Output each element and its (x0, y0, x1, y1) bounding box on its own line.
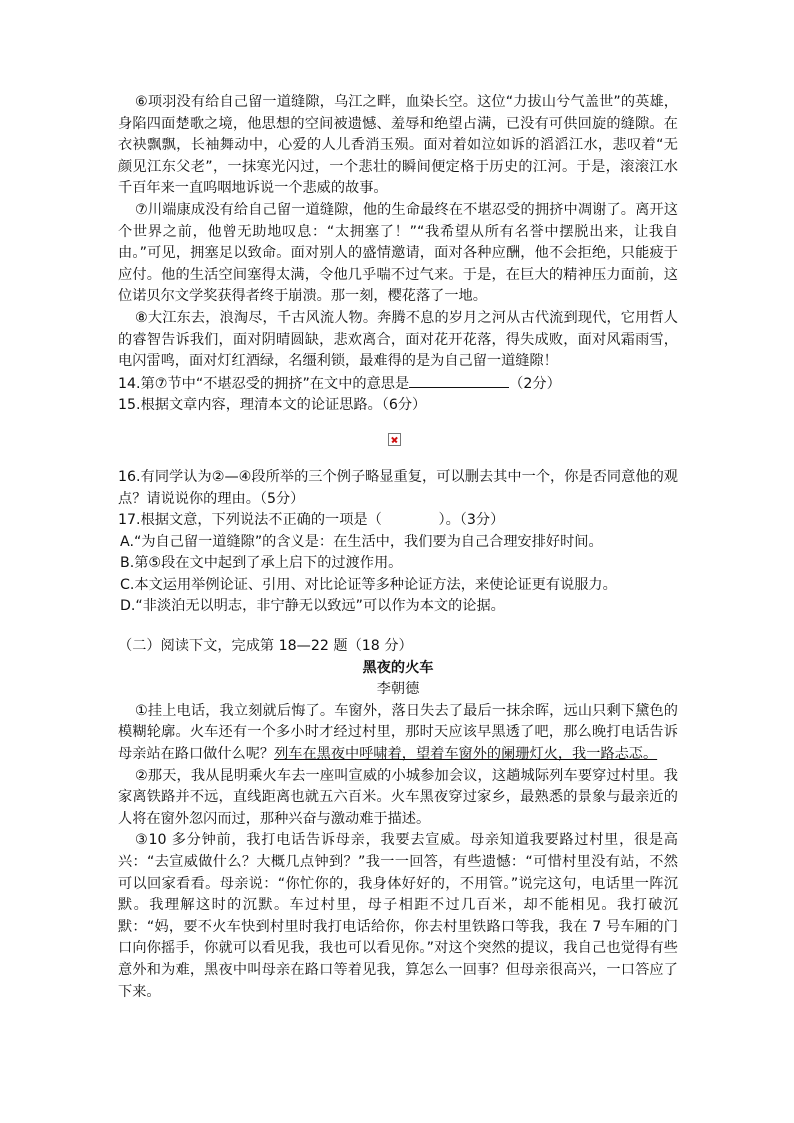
story-paragraph-3: ③10 多分钟前，我打电话告诉母亲，我要去宣威。母亲知道我要路过村里，很是高兴：“去宣威做什么？大概几点钟到？”我一一回答，有些遗憾：“可惜村里没有站，不然可以回家看看。母亲说：“你忙你的，我身体好好的，不用管。”说完这句，电话里一阵沉默。我理解这时的沉默。车过村里，母子相距不过几百米，却不能相见。我打破沉默：“妈，要不火车快到村里时我打电话给你，你去村里铁路口等我，我在 7 号车厢的门口向你摇手，你就可以看见我，我也可以看见你。”对这个突然的提议，我自己也觉得有些意外和为难，黑夜中叫母亲在路口等着见我，算怎么一回事？但母亲很高兴，一口答应了下来。 (118, 832, 678, 1000)
story-paragraph-1-text: ①挂上电话，我立刻就后悔了。车窗外，落日失去了最后一抹余晖，远山只剩下黛色的模糊轮廓。火车还有一个多小时才经过村里，那时天应该早黑透了吧，那么晚打电话告诉母亲站在路口做什么呢？ (118, 702, 678, 763)
answer-blank (409, 373, 509, 388)
section-2-header: （二）阅读下文，完成第 18—22 题（18 分） (118, 638, 413, 655)
question-14 (118, 373, 678, 396)
question-14-text: 14.第⑦节中“不堪忍受的拥挤”在文中的意思是 (118, 375, 410, 392)
document-page (118, 92, 678, 1003)
option-c: C.本文运用举例论证、引用、对比论证等多种论证方法，来使论证更有说服力。 (120, 576, 617, 593)
paragraph-6: ⑥项羽没有给自己留一道缝隙，乌江之畔，血染长空。这位“力拔山兮气盖世”的英雄，身陷四面楚歌之境，他思想的空间被遗憾、羞辱和绝望占满，已没有可供回旋的缝隙。在衣袂飘飘，长袖舞动中，心爱的人儿香消玉殒。面对着如泣如诉的滔滔江水，悲叹着“无颜见江东父老”，一抹寒光闪过，一个悲壮的瞬间便定格于历史的江河。于是，滚滚江水千百年来一直呜咽地诉说一个悲威的故事。 (118, 94, 678, 197)
option-d: D.“非淡泊无以明志，非宁静无以致远”可以作为本文的论据。 (120, 598, 505, 615)
image-area (118, 417, 678, 467)
option-a: A.“为自己留一道缝隙”的含义是：在生活中，我们要为自己合理安排好时间。 (120, 533, 603, 550)
question-15: 15.根据文章内容，理清本文的论证思路。（6分） (118, 397, 427, 414)
option-b: B.第⑤段在文中起到了承上启下的过渡作用。 (120, 555, 403, 572)
story-paragraph-1 (118, 701, 678, 766)
story-paragraph-2: ②那天，我从昆明乘火车去一座叫宣威的小城参加会议，这趟城际列车要穿过村里。我家离铁路并不远，直线距离也就五六百米。火车黑夜穿过家乡，最熟悉的景象与最亲近的人将在窗外忽闪而过，那种兴奋与激动难于描述。 (118, 767, 678, 827)
question-16: 16.有同学认为②—④段所举的三个例子略显重复，可以删去其中一个，你是否同意他的观点？请说说你的理由。（5分） (118, 468, 678, 507)
paragraph-7: ⑦川端康成没有给自己留一道缝隙，他的生命最终在不堪忍受的拥挤中凋谢了。离开这个世界之前，他曾无助地叹息：“太拥塞了！”“我希望从所有名誉中摆脱出来，让我自由。”可见，拥塞足以致命。面对别人的盛情邀请，面对各种应酬，他不会拒绝，只能疲于应付。他的生活空间塞得太满，令他几乎喘不过气来。于是，在巨大的精神压力面前，这位诺贝尔文学奖获得者终于崩溃。那一刻，樱花落了一地。 (118, 201, 678, 305)
question-14-score: （2分） (509, 375, 561, 392)
question-17: 17.根据文意，下列说法不正确的一项是（ ）。（3分） (118, 512, 505, 529)
underlined-sentence: 列车在黑夜中呼啸着，望着车窗外的阑珊灯火，我一路忐忑。 (274, 746, 658, 763)
story-author: 李朝德 (376, 681, 420, 698)
broken-image-icon (388, 433, 401, 446)
paragraph-8: ⑧大江东去，浪淘尽，千古风流人物。奔腾不息的岁月之河从古代流到现代，它用哲人的睿智告诉我们，面对阴晴圆缺，悲欢离合，面对花开花落，得失成败，面对风霜雨雪，电闪雷鸣，面对灯红酒绿，名缰利锁，最难得的是为自己留一道缝隙！ (118, 309, 678, 370)
story-title: 黑夜的火车 (362, 659, 434, 676)
